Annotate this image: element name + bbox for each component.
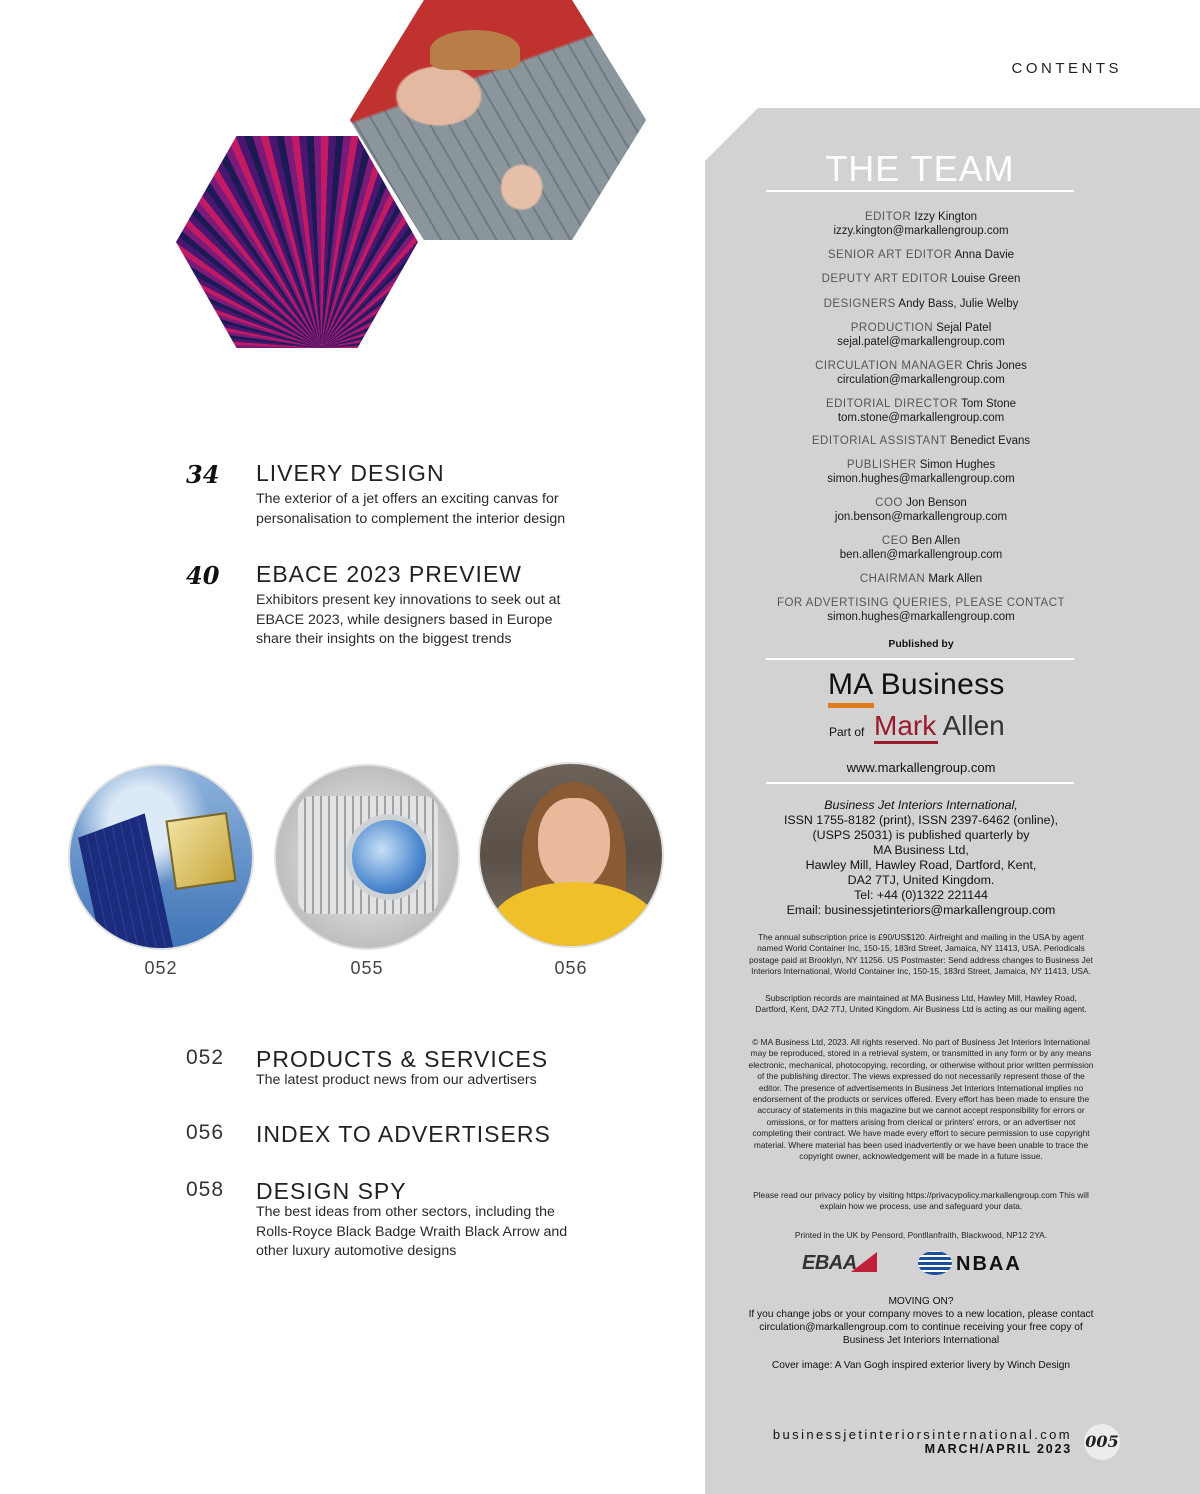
staff-email-link[interactable]: izzy.kington@markallengroup.com bbox=[833, 224, 1009, 237]
ebaa-logo: EBAA bbox=[802, 1252, 877, 1275]
divider bbox=[766, 190, 1074, 192]
staff-role: COO bbox=[875, 497, 903, 509]
satellite-image[interactable] bbox=[68, 764, 254, 950]
nbaa-logo: NBAA bbox=[918, 1251, 1022, 1276]
publisher-website-link[interactable]: www.markallengroup.com bbox=[846, 760, 996, 775]
staff-role: DESIGNERS bbox=[823, 298, 896, 310]
staff-entry bbox=[766, 273, 1076, 287]
staff-role: PUBLISHER bbox=[846, 459, 917, 471]
page-number: 005 bbox=[1084, 1424, 1120, 1460]
staff-role: EDITORIAL DIRECTOR bbox=[825, 398, 959, 410]
feature-title: LIVERY DESIGN bbox=[256, 460, 445, 486]
staff-entry bbox=[766, 535, 1076, 562]
department-title: INDEX TO ADVERTISERS bbox=[256, 1121, 551, 1147]
staff-entry bbox=[766, 360, 1076, 387]
staff-name: Simon Hughes bbox=[919, 459, 996, 471]
staff-name: Izzy Kington bbox=[914, 211, 978, 223]
department-title: PRODUCTS & SERVICES bbox=[256, 1046, 549, 1072]
staff-role: DEPUTY ART EDITOR bbox=[821, 273, 949, 285]
staff-name: Benedict Evans bbox=[950, 435, 1031, 447]
thumbnail-page-label: 055 bbox=[350, 958, 384, 978]
department-title: DESIGN SPY bbox=[256, 1178, 407, 1204]
subscription-text: The annual subscription price is £90/US$120. Airfreight and mailing in the USA by agent named World Container Inc, 150-15, 183rd Street, Jamaica, NY 11413, USA. Periodicals postage paid at Brooklyn, NY 11256. US Postmaster: Send address changes to Business Jet Interiors International, World Container Inc, 150-15, 183rd Street, Jamaica, NY 11413, USA. bbox=[749, 932, 1093, 977]
staff-name: Ben Allen bbox=[911, 535, 961, 547]
staff-name: Louise Green bbox=[951, 273, 1021, 285]
feature-page-number: 40 bbox=[186, 561, 220, 590]
staff-name: Sejal Patel bbox=[936, 322, 992, 334]
staff-entry bbox=[766, 497, 1076, 524]
staff-role: EDITORIAL ASSISTANT bbox=[811, 435, 948, 447]
staff-entry bbox=[766, 573, 1076, 587]
published-by-label: Published by bbox=[888, 638, 954, 650]
portrait-image[interactable] bbox=[478, 762, 664, 948]
divider bbox=[766, 782, 1074, 784]
staff-entry bbox=[766, 211, 1076, 238]
department-description: The best ideas from other sectors, including the Rolls-Royce Black Badge Wraith Black Arrow and other luxury automotive designs bbox=[256, 1204, 568, 1259]
records-text: Subscription records are maintained at MA Business Ltd, Hawley Mill, Hawley Road, Dartford, Kent, DA2 7TJ, United Kingdom. Air Business Ltd is acting as our mailing agent. bbox=[755, 993, 1087, 1015]
department-page-number: 058 bbox=[186, 1178, 225, 1201]
footer-website[interactable]: businessjetinteriorsinternational.com bbox=[772, 1427, 1072, 1442]
staff-role: EDITOR bbox=[864, 211, 912, 223]
staff-name: Mark Allen bbox=[928, 573, 983, 585]
staff-name: Anna Davie bbox=[954, 249, 1015, 261]
privacy-text: Please read our privacy policy by visiting https://privacypolicy.markallengroup.com This will explain how we process, use and safeguard your data. bbox=[753, 1190, 1089, 1212]
staff-entry bbox=[766, 249, 1076, 263]
staff-entry bbox=[766, 322, 1076, 349]
imprint-email: Email: businessjetinteriors@markallengroup.com bbox=[786, 903, 1056, 917]
staff-entry bbox=[766, 435, 1076, 449]
staff-entry bbox=[766, 597, 1076, 624]
department-description: The latest product news from our advertisers bbox=[256, 1072, 537, 1088]
staff-entry bbox=[766, 398, 1076, 425]
ma-business-logo: MA Business bbox=[828, 668, 1005, 701]
cover-credit: Cover image: A Van Gogh inspired exterior livery by Winch Design bbox=[771, 1360, 1071, 1371]
staff-role: CEO bbox=[881, 535, 909, 547]
staff-name: Jon Benson bbox=[906, 497, 967, 509]
staff-email-link[interactable]: sejal.patel@markallengroup.com bbox=[837, 335, 1005, 348]
imprint-block: Business Jet Interiors International, ISSN 1755-8182 (print), ISSN 2397-6462 (online), (USPS 25031) is published quarterly by MA Business Ltd, Hawley Mill, Hawley Road, Dartford, Kent, DA2 7TJ, United Kingdom. Tel: +44 (0)1322 221144 Email: businessjetinteriors@markallengroup.com bbox=[766, 798, 1076, 918]
department-page-number: 056 bbox=[186, 1121, 225, 1144]
staff-entry bbox=[766, 298, 1076, 312]
staff-role: PRODUCTION bbox=[850, 322, 934, 334]
printer-text: Printed in the UK by Pensord, Pontllanfraith, Blackwood, NP12 2YA. bbox=[794, 1230, 1048, 1240]
part-of-label: Part of bbox=[829, 725, 865, 739]
staff-role: CIRCULATION MANAGER bbox=[815, 360, 964, 372]
staff-email-link[interactable]: ben.allen@markallengroup.com bbox=[839, 548, 1003, 561]
divider bbox=[766, 658, 1074, 660]
staff-email-link[interactable]: jon.benson@markallengroup.com bbox=[834, 510, 1008, 523]
team-title: THE TEAM bbox=[825, 148, 1015, 189]
logo-accent bbox=[828, 703, 874, 708]
engine-component-image[interactable] bbox=[274, 764, 460, 950]
staff-role: FOR ADVERTISING QUERIES, PLEASE CONTACT bbox=[776, 597, 1066, 609]
feature-description: The exterior of a jet offers an exciting canvas for personalisation to complement the interior design bbox=[256, 491, 566, 527]
staff-name: Chris Jones bbox=[966, 360, 1027, 372]
thumbnail-page-label: 056 bbox=[554, 958, 588, 978]
logo-accent bbox=[874, 741, 938, 744]
staff-email-link[interactable]: simon.hughes@markallengroup.com bbox=[827, 472, 1015, 485]
staff-name: Tom Stone bbox=[961, 398, 1017, 410]
thumbnail-page-label: 052 bbox=[144, 958, 178, 978]
moving-on-notice: MOVING ON? If you change jobs or your company moves to a new location, please contact circulation@markallengroup.com to continue receiving your free copy of Business Jet Interiors International bbox=[748, 1296, 1094, 1346]
staff-entry bbox=[766, 459, 1076, 486]
staff-email-link[interactable]: tom.stone@markallengroup.com bbox=[837, 411, 1005, 424]
department-page-number: 052 bbox=[186, 1046, 225, 1069]
issue-date: MARCH/APRIL 2023 bbox=[924, 1442, 1072, 1456]
staff-name: Andy Bass, Julie Welby bbox=[898, 298, 1019, 310]
staff-role: SENIOR ART EDITOR bbox=[827, 249, 953, 261]
globe-icon bbox=[918, 1251, 952, 1275]
staff-role: CHAIRMAN bbox=[859, 573, 926, 585]
feature-description: Exhibitors present key innovations to seek out at EBACE 2023, while designers based in Europe share their insights on the biggest trends bbox=[256, 592, 561, 647]
copyright-text: © MA Business Ltd, 2023. All rights reserved. No part of Business Jet Interiors International may be reproduced, stored in a retrieval system, or transmitted in any form or by any means electronic, mechanical, photocopying, recording, or otherwise without prior written permission of the publishing director. The views expressed do not necessarily represent those of the editor. The presence of advertisements in Business Jet Interiors International implies no endorsement of the products or services offered. Every effort has been made to ensure the accuracy of statements in this magazine but we cannot accept responsibility for errors or omissions, or for matters arising from clerical or printers' errors, or an advertiser not completing their contract. We have made every effort to secure permission to use copyright material. Where material has been used inadvertently or we have been unable to trace the copyright owner, acknowledgement will be made in a future issue. bbox=[748, 1037, 1094, 1162]
feature-title: EBACE 2023 PREVIEW bbox=[256, 561, 522, 587]
mark-allen-logo: Mark Allen bbox=[874, 710, 1005, 741]
feature-page-number: 34 bbox=[186, 460, 220, 489]
section-label: CONTENTS bbox=[1011, 60, 1122, 77]
staff-email-link[interactable]: circulation@markallengroup.com bbox=[837, 373, 1005, 386]
staff-email-link[interactable]: simon.hughes@markallengroup.com bbox=[827, 610, 1015, 623]
